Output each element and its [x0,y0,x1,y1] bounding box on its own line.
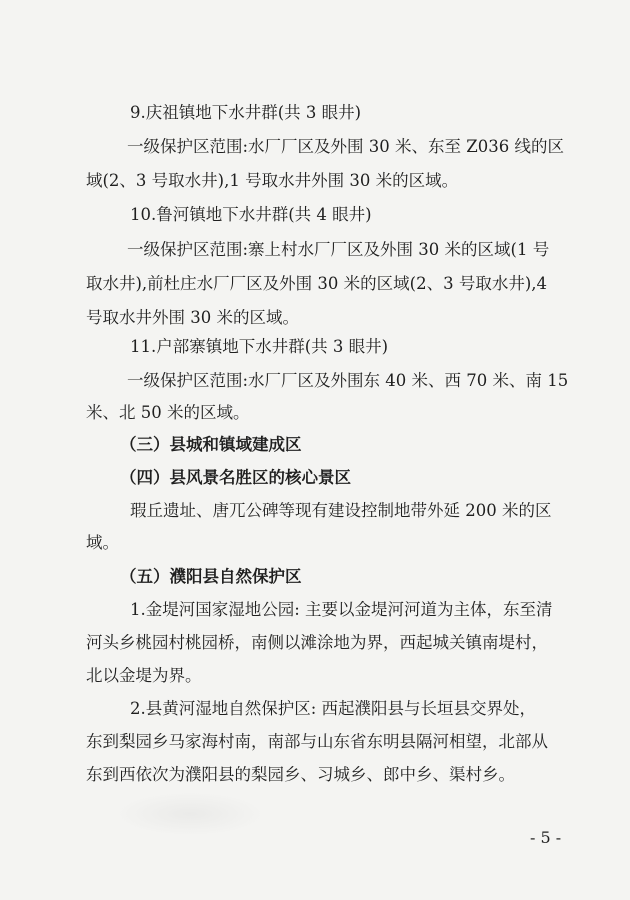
section-heading: （三）县城和镇域建成区 [120,435,302,454]
text-line: 瑕丘遗址、唐兀公碑等现有建设控制地带外延 200 米的区 [130,501,552,520]
page-number: - 5 - [530,828,562,847]
text-line: 东到梨园乡马家海村南，南部与山东省东明县隔河相望，北部从 [86,732,548,751]
text-line: 10.鲁河镇地下水井群(共 4 眼井) [130,205,372,224]
text-line: 东到西依次为濮阳县的梨园乡、习城乡、郎中乡、渠村乡。 [86,765,515,784]
text-line: 北以金堤为界。 [86,666,202,685]
text-line: 域(2、3 号取水井),1 号取水井外围 30 米的区域。 [86,171,459,190]
text-line: 域。 [86,533,119,552]
section-heading: （五）濮阳县自然保护区 [120,567,302,586]
text-line: 米、北 50 米的区域。 [86,403,250,422]
text-line: 一级保护区范围:水厂厂区及外围 30 米、东至 Z036 线的区 [127,137,564,156]
section-heading: （四）县风景名胜区的核心景区 [120,468,351,487]
text-line: 取水井),前杜庄水厂厂区及外围 30 米的区域(2、3 号取水井),4 [86,274,548,293]
scan-smudge [115,792,265,836]
text-line: 一级保护区范围:水厂厂区及外围东 40 米、西 70 米、南 15 [127,371,569,390]
text-line: 9.庆祖镇地下水井群(共 3 眼井) [130,103,362,122]
text-line: 11.户部寨镇地下水井群(共 3 眼井) [130,337,389,356]
text-line: 1.金堤河国家湿地公园: 主要以金堤河河道为主体，东至清 [130,600,553,619]
text-line: 2.县黄河湿地自然保护区: 西起濮阳县与长垣县交界处， [130,699,537,718]
text-line: 河头乡桃园村桃园桥，南侧以滩涂地为界，西起城关镇南堤村， [86,633,548,652]
text-line: 一级保护区范围:寨上村水厂厂区及外围 30 米的区域(1 号 [127,240,550,259]
text-line: 号取水井外围 30 米的区域。 [86,308,299,327]
